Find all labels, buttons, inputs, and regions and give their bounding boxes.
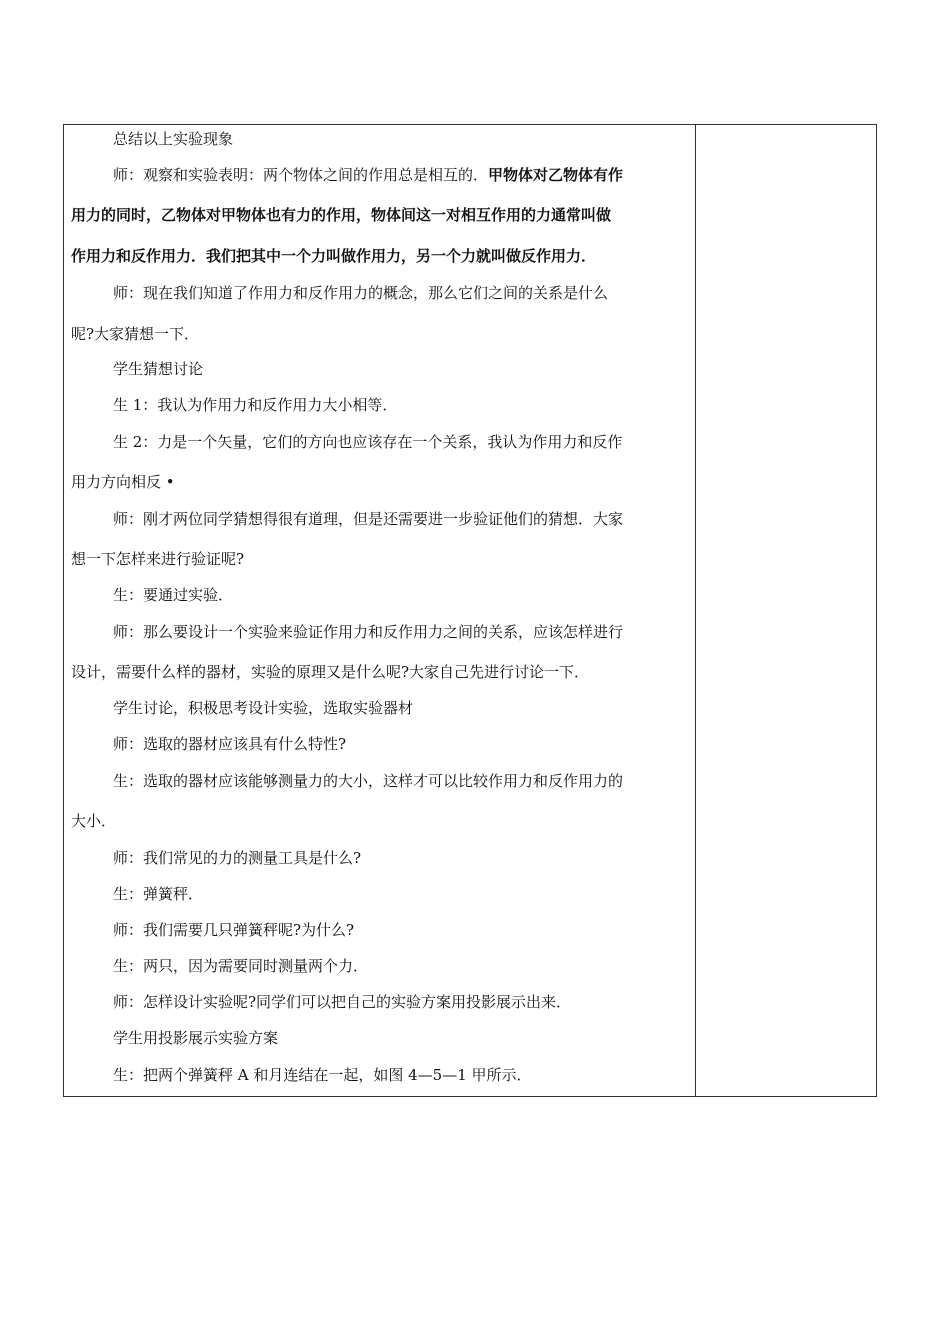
text-line: 设计，需要什么样的器材，实验的原理又是什么呢?大家自己先进行讨论一下． [71,663,590,681]
text-line: 作用力和反作用力．我们把其中一个力叫做作用力，另一个力就叫做反作用力． [71,247,597,265]
text-line: 师：怎样设计实验呢?同学们可以把自己的实验方案用投影展示出来． [113,993,572,1011]
text-line: 想一下怎样来进行验证呢? [71,550,245,568]
text-line: 师：刚才两位同学猜想得很有道理，但是还需要进一步验证他们的猜想．大家 [113,510,624,528]
text-line: 生 2：力是一个矢量，它们的方向也应该存在一个关系，我认为作用力和反作 [113,433,623,451]
text-line: 师：那么要设计一个实验来验证作用力和反作用力之间的关系，应该怎样进行 [113,623,624,641]
text-line: 生：两只，因为需要同时测量两个力． [113,957,369,975]
text-line: 呢?大家猜想一下． [71,325,200,343]
text-line: 生：弹簧秤． [113,885,204,903]
text-line: 生：选取的器材应该能够测量力的大小，这样才可以比较作用力和反作用力的 [113,772,624,790]
text-line: 大小． [71,812,117,830]
text-line: 生 1：我认为作用力和反作用力大小相等． [113,396,398,414]
text-line: 师：观察和实验表明：两个物体之间的作用总是相互的．甲物体对乙物体有作 [113,166,624,184]
text-line: 总结以上实验现象 [113,130,234,148]
text-line: 学生猜想讨论 [113,360,204,378]
text-line: 师：我们需要几只弹簧秤呢?为什么? [113,921,355,939]
text-line: 师：现在我们知道了作用力和反作用力的概念，那么它们之间的关系是什么 [113,284,609,302]
text-line: 生：把两个弹簧秤 A 和月连结在一起，如图 4—5—1 甲所示． [113,1066,532,1084]
lesson-table [63,124,877,1097]
text-line: 用力的同时，乙物体对甲物体也有力的作用，物体间这一对相互作用的力通常叫做 [71,206,612,224]
column-divider [695,125,696,1096]
text-line: 生：要通过实验． [113,586,234,604]
text-line: 学生用投影展示实验方案 [113,1029,279,1047]
text-line: 用力方向相反 • [71,473,175,491]
text-line: 学生讨论，积极思考设计实验，选取实验器材 [113,699,414,717]
text-line: 师：选取的器材应该具有什么特性? [113,735,347,753]
text-line: 师：我们常见的力的测量工具是什么? [113,849,362,867]
